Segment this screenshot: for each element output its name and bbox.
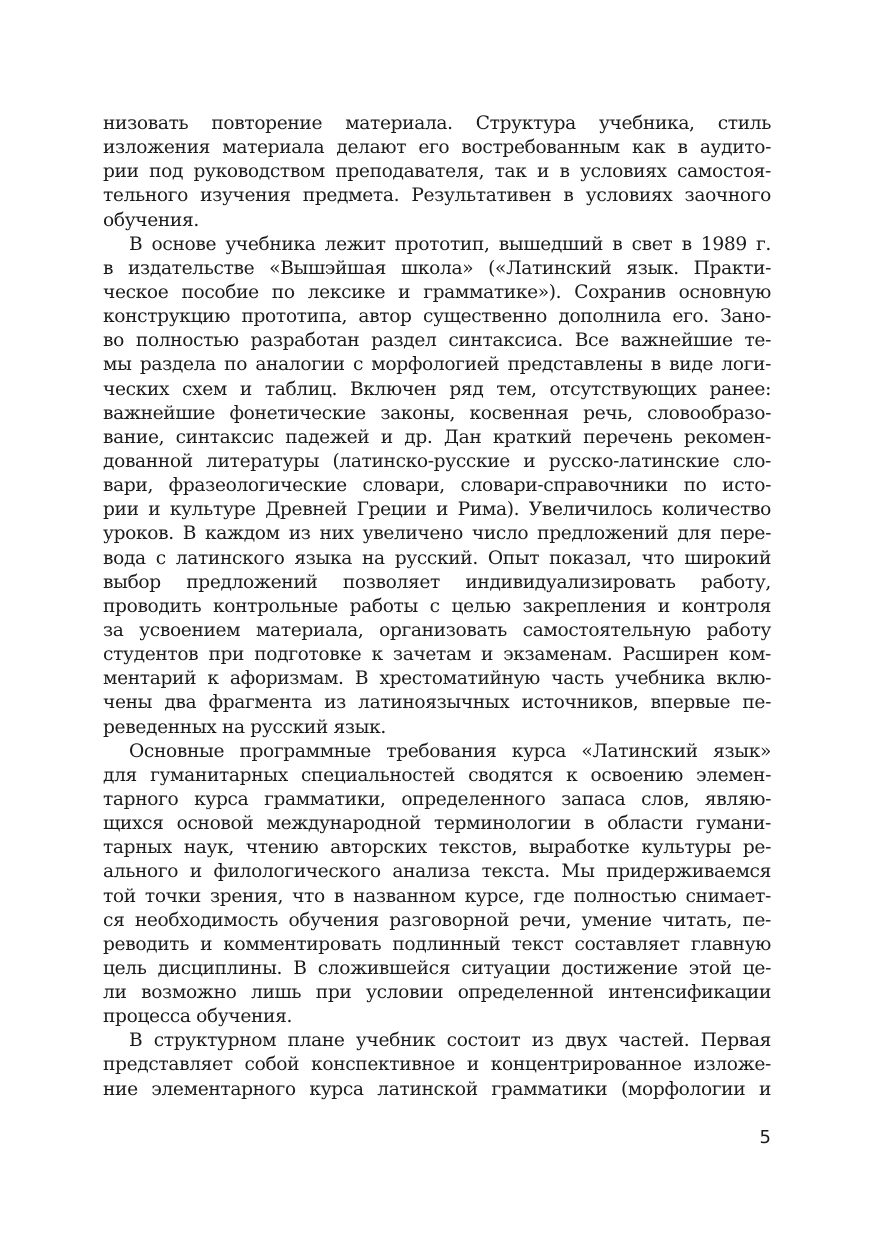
text-line: В основе учебника лежит прототип, вышедший в свет в 1989 г. [129, 233, 771, 255]
text-line: для гуманитарных специальностей сводятся к освоению элемен- [103, 764, 771, 786]
text-line: мы раздела по аналогии с морфологией представлены в виде логи- [103, 354, 771, 376]
paragraph [103, 112, 771, 233]
text-line: ментарий к афоризмам. В хрестоматийную часть учебника вклю- [103, 668, 771, 690]
text-line: дованной литературы (латинско-русские и русско-латинские сло- [103, 450, 771, 472]
text-line: проводить контрольные работы с целью закрепления и контроля [103, 595, 771, 617]
text-line: тарного курса грамматики, определенного запаса слов, являю- [103, 788, 771, 810]
text-line: ли возможно лишь при условии определенной интенсификации [103, 982, 771, 1004]
text-line: тельного изучения предмета. Результативен в условиях заочного [103, 185, 771, 207]
text-line: реведенных на русский язык. [103, 716, 386, 738]
text-line: той точки зрения, что в названном курсе, где полностью снимает- [103, 885, 771, 907]
text-line: ческое пособие по лексике и грамматике»). Сохранив основную [103, 281, 771, 303]
text-line: цель дисциплины. В сложившейся ситуации достижение этой це- [103, 957, 771, 979]
body-text [103, 112, 771, 1102]
text-line: вода с латинского языка на русский. Опыт показал, что широкий [103, 547, 771, 569]
text-line: выбор предложений позволяет индивидуализировать работу, [103, 571, 771, 593]
text-line: ся необходимость обучения разговорной речи, умение читать, пе- [103, 909, 771, 931]
paragraph [103, 1029, 771, 1101]
text-line: в издательстве «Вышэйшая школа» («Латинский язык. Практи- [103, 257, 771, 279]
text-line: Основные программные требования курса «Латинский язык» [129, 740, 771, 762]
text-line: за усвоением материала, организовать самостоятельную работу [103, 619, 771, 641]
text-line: конструкцию прототипа, автор существенно дополнила его. Зано- [103, 306, 771, 328]
paragraph [103, 233, 771, 740]
text-line: ального и филологического анализа текста. Мы придерживаемся [103, 861, 771, 883]
text-line: тарных наук, чтению авторских текстов, выработке культуры ре- [103, 837, 771, 859]
text-line: представляет собой конспективное и концентрированное изложе- [103, 1054, 771, 1076]
text-line: ческих схем и таблиц. Включен ряд тем, отсутствующих ранее: [103, 378, 771, 400]
text-line: уроков. В каждом из них увеличено число предложений для пере- [103, 523, 771, 545]
text-line: важнейшие фонетические законы, косвенная речь, словообразо- [103, 402, 771, 424]
text-line: вание, синтаксис падежей и др. Дан краткий перечень рекомен- [103, 426, 771, 448]
text-line: ние элементарного курса латинской грамматики (морфологии и [103, 1078, 771, 1100]
text-line: рии и культуре Древней Греции и Рима). Увеличилось количество [103, 499, 771, 521]
text-line: низовать повторение материала. Структура учебника, стиль [103, 113, 771, 134]
text-line: во полностью разработан раздел синтаксиса. Все важнейшие те- [103, 330, 771, 352]
text-line: студентов при подготовке к зачетам и экзаменам. Расширен ком- [103, 644, 771, 666]
text-line: рии под руководством преподавателя, так и в условиях самостоя- [103, 161, 771, 183]
text-line: щихся основой международной терминологии в области гумани- [103, 813, 771, 835]
paragraph [103, 740, 771, 1030]
page-number: 5 [759, 1127, 771, 1148]
text-line: процесса обучения. [103, 1006, 293, 1028]
text-line: реводить и комментировать подлинный текст составляет главную [103, 933, 771, 955]
text-line: обучения. [103, 209, 199, 231]
text-line: В структурном плане учебник состоит из двух частей. Первая [129, 1030, 771, 1052]
text-line: вари, фразеологические словари, словари-справочники по исто- [103, 475, 771, 497]
text-line: изложения материала делают его востребованным как в аудито- [103, 137, 771, 159]
text-line: чены два фрагмента из латиноязычных источников, впервые пе- [103, 692, 771, 714]
